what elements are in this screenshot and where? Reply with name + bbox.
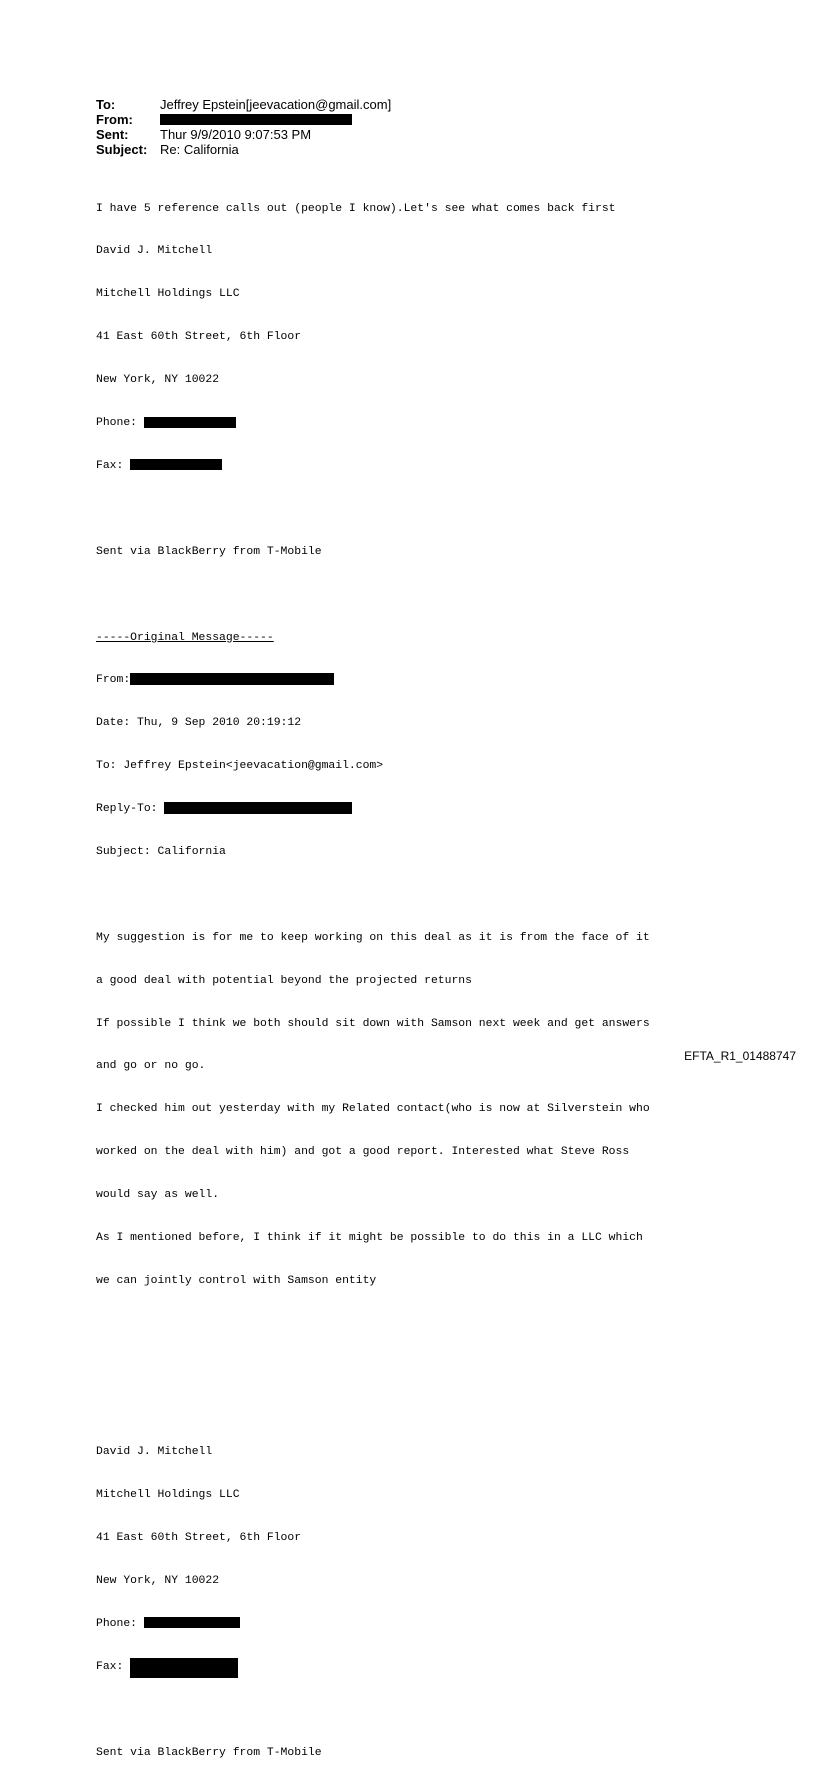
signature-company: Mitchell Holdings LLC [96, 288, 240, 301]
original-subject-line: Subject: California [96, 845, 226, 858]
sent-value: Thur 9/9/2010 9:07:53 PM [160, 127, 312, 142]
original-date-line: Date: Thu, 9 Sep 2010 20:19:12 [96, 717, 302, 730]
redaction-block [164, 802, 352, 814]
spacer [96, 1360, 650, 1374]
fax-label: Fax: [96, 1660, 124, 1673]
subject-label: Subject: [96, 142, 148, 157]
email-body [96, 173, 650, 1774]
body-line: My suggestion is for me to keep working on this deal as it is from the face of it [96, 931, 650, 944]
redaction-block [144, 1617, 240, 1628]
signature-phone [96, 416, 650, 430]
email-header [96, 97, 391, 157]
sent-via-line: Sent via BlackBerry from T-Mobile [96, 545, 322, 558]
body-line: would say as well. [96, 1189, 220, 1202]
header-to-row [96, 97, 391, 112]
signature-fax [96, 459, 650, 473]
signature-fax [96, 1660, 650, 1674]
body-line: worked on the deal with him) and got a good report. Interested what Steve Ross [96, 1146, 630, 1159]
spacer [96, 888, 650, 902]
original-reply-to-row [96, 802, 650, 816]
body-line: As I mentioned before, I think if it might be possible to do this in a LLC which [96, 1231, 643, 1244]
signature-city: New York, NY 10022 [96, 1575, 220, 1588]
signature-name: David J. Mitchell [96, 1446, 213, 1459]
original-to-line: To: Jeffrey Epstein<jeevacation@gmail.com> [96, 760, 384, 773]
header-from-row [96, 112, 391, 127]
redaction-block [130, 1658, 238, 1678]
signature-phone [96, 1617, 650, 1631]
spacer [96, 588, 650, 602]
signature-address: 41 East 60th Street, 6th Floor [96, 1532, 302, 1545]
phone-label: Phone: [96, 417, 138, 430]
signature-address: 41 East 60th Street, 6th Floor [96, 331, 302, 344]
original-from-row [96, 673, 650, 687]
redaction-block [130, 459, 222, 470]
signature-name: David J. Mitchell [96, 245, 213, 258]
redaction-block [144, 417, 236, 428]
from-label: From: [96, 112, 133, 127]
original-from-label: From: [96, 674, 131, 687]
document-id: EFTA_R1_01488747 [684, 1049, 796, 1063]
spacer [96, 502, 650, 516]
spacer [96, 1317, 650, 1331]
body-line: I checked him out yesterday with my Related contact(who is now at Silverstein who [96, 1103, 650, 1116]
to-label: To: [96, 97, 116, 112]
original-message-separator: -----Original Message----- [96, 631, 274, 644]
reply-to-label: Reply-To: [96, 803, 158, 816]
signature-city: New York, NY 10022 [96, 374, 220, 387]
body-line: and go or no go. [96, 1060, 206, 1073]
subject-value: Re: California [160, 142, 239, 157]
redaction-block [130, 673, 334, 685]
body-line: If possible I think we both should sit down with Samson next week and get answers [96, 1017, 650, 1030]
header-subject-row [96, 142, 391, 157]
phone-label: Phone: [96, 1617, 138, 1630]
spacer [96, 1403, 650, 1417]
reply-line: I have 5 reference calls out (people I know).Let's see what comes back first [96, 202, 616, 215]
body-line: we can jointly control with Samson entity [96, 1274, 377, 1287]
spacer [96, 1703, 650, 1717]
fax-label: Fax: [96, 459, 124, 472]
to-value: Jeffrey Epstein[jeevacation@gmail.com] [160, 97, 392, 112]
signature-company: Mitchell Holdings LLC [96, 1489, 240, 1502]
redaction-block [160, 114, 352, 125]
sent-label: Sent: [96, 127, 129, 142]
header-sent-row [96, 127, 391, 142]
body-line: a good deal with potential beyond the projected returns [96, 974, 472, 987]
sent-via-line: Sent via BlackBerry from T-Mobile [96, 1746, 322, 1759]
